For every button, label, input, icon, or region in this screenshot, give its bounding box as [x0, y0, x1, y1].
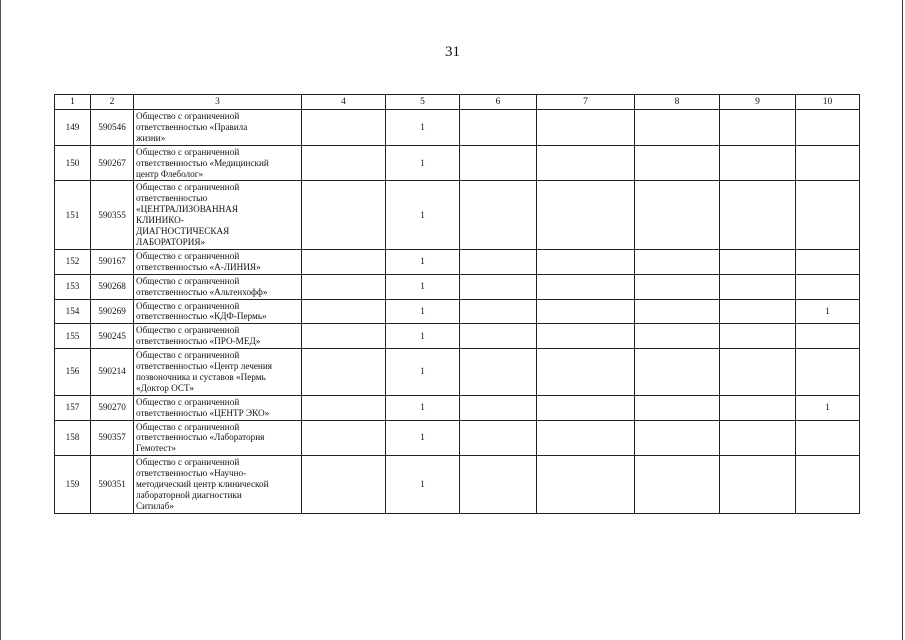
column-6-cell	[460, 299, 537, 324]
organization-name-cell	[134, 299, 302, 324]
column-8-cell	[635, 324, 720, 349]
column-10-cell	[796, 181, 860, 249]
column-4-cell	[302, 249, 386, 274]
column-9-cell	[720, 110, 796, 146]
column-10-cell	[796, 274, 860, 299]
scan-edge-left	[0, 0, 1, 640]
organization-name-line: Общество с ограниченной	[136, 396, 240, 407]
organization-name-line: ответственностью «Альтенхофф»	[136, 286, 268, 297]
table-row	[55, 145, 860, 181]
column-7-cell	[537, 181, 635, 249]
column-7-cell	[537, 456, 635, 514]
row-number-cell: 158	[55, 420, 91, 456]
column-8-cell	[635, 420, 720, 456]
column-9-cell	[720, 181, 796, 249]
row-number-cell: 150	[55, 145, 91, 181]
column-9-cell	[720, 420, 796, 456]
column-9-cell	[720, 299, 796, 324]
column-5-cell: 1	[386, 324, 460, 349]
organization-name-line: Общество с ограниченной	[136, 275, 240, 286]
organization-name-line: «ЦЕНТРАЛИЗОВАННАЯ	[136, 204, 238, 215]
column-header: 5	[386, 95, 460, 110]
column-10-cell	[796, 110, 860, 146]
column-4-cell	[302, 181, 386, 249]
page-number: 31	[445, 44, 460, 60]
organization-name-line: Общество с ограниченной	[136, 111, 240, 121]
table-row	[55, 420, 860, 456]
organization-name-line: жизни»	[136, 132, 166, 143]
column-4-cell	[302, 110, 386, 146]
column-8-cell	[635, 110, 720, 146]
column-7-cell	[537, 274, 635, 299]
organization-name-line: ответственностью	[136, 193, 208, 204]
column-7-cell	[537, 349, 635, 396]
column-6-cell	[460, 324, 537, 349]
column-5-cell: 1	[386, 249, 460, 274]
column-10-cell	[796, 456, 860, 514]
column-8-cell	[635, 249, 720, 274]
column-7-cell	[537, 299, 635, 324]
column-header: 9	[720, 95, 796, 110]
column-7-cell	[537, 145, 635, 181]
column-9-cell	[720, 274, 796, 299]
column-header: 6	[460, 95, 537, 110]
organization-name-cell	[134, 324, 302, 349]
table-row	[55, 456, 860, 514]
organization-name-line: Ситилаб»	[136, 500, 174, 511]
column-9-cell	[720, 395, 796, 420]
organization-name-cell	[134, 274, 302, 299]
column-9-cell	[720, 349, 796, 396]
organization-name-cell	[134, 181, 302, 249]
column-10-cell: 1	[796, 395, 860, 420]
table-row	[55, 395, 860, 420]
column-4-cell	[302, 395, 386, 420]
table-row	[55, 249, 860, 274]
registry-code-cell: 590270	[91, 395, 134, 420]
row-number-cell: 153	[55, 274, 91, 299]
organization-name-cell	[134, 420, 302, 456]
column-6-cell	[460, 249, 537, 274]
organization-name-line: лабораторной диагностики	[136, 490, 242, 500]
column-5-cell: 1	[386, 274, 460, 299]
column-7-cell	[537, 110, 635, 146]
table-body	[55, 110, 860, 514]
registry-code-cell: 590214	[91, 349, 134, 396]
organization-name-line: позвоночника и суставов «Пермь	[136, 371, 266, 382]
organization-name-line: ответственностью «Научно-	[136, 468, 247, 479]
column-header: 10	[796, 95, 860, 110]
column-10-cell	[796, 145, 860, 181]
column-7-cell	[537, 249, 635, 274]
column-7-cell	[537, 324, 635, 349]
column-4-cell	[302, 145, 386, 181]
organization-name-line: Общество с ограниченной	[136, 457, 240, 468]
organization-name-cell	[134, 145, 302, 181]
column-8-cell	[635, 349, 720, 396]
row-number-cell: 159	[55, 456, 91, 514]
organization-name-cell	[134, 110, 302, 146]
organization-name-line: Гемотест»	[136, 443, 176, 454]
column-9-cell	[720, 145, 796, 181]
table-row	[55, 181, 860, 249]
column-6-cell	[460, 110, 537, 146]
column-6-cell	[460, 420, 537, 456]
organization-name-cell	[134, 456, 302, 514]
organization-name-line: Общество с ограниченной	[136, 300, 240, 311]
column-6-cell	[460, 395, 537, 420]
column-4-cell	[302, 456, 386, 514]
column-header: 4	[302, 95, 386, 110]
registry-code-cell: 590546	[91, 110, 134, 146]
organization-name-line: ЛАБОРАТОРИЯ»	[136, 236, 206, 247]
organization-name-line: Общество с ограниченной	[136, 250, 240, 261]
organization-name-line: ответственностью «ЦЕНТР ЭКО»	[136, 407, 270, 418]
registry-table	[54, 94, 860, 514]
column-header: 8	[635, 95, 720, 110]
column-4-cell	[302, 420, 386, 456]
organization-name-line: ответственностью «КДФ-Пермь»	[136, 311, 267, 322]
registry-code-cell: 590355	[91, 181, 134, 249]
table-header-row	[55, 95, 860, 110]
organization-name-line: Общество с ограниченной	[136, 146, 240, 157]
column-9-cell	[720, 249, 796, 274]
column-5-cell: 1	[386, 420, 460, 456]
organization-name-line: ответственностью «ПРО-МЕД»	[136, 336, 261, 347]
column-10-cell	[796, 249, 860, 274]
row-number-cell: 157	[55, 395, 91, 420]
column-8-cell	[635, 299, 720, 324]
registry-code-cell: 590267	[91, 145, 134, 181]
column-4-cell	[302, 274, 386, 299]
registry-code-cell: 590167	[91, 249, 134, 274]
row-number-cell: 154	[55, 299, 91, 324]
column-5-cell: 1	[386, 110, 460, 146]
column-6-cell	[460, 145, 537, 181]
column-7-cell	[537, 420, 635, 456]
column-7-cell	[537, 395, 635, 420]
column-4-cell	[302, 324, 386, 349]
column-4-cell	[302, 299, 386, 324]
organization-name-cell	[134, 349, 302, 396]
row-number-cell: 156	[55, 349, 91, 396]
column-6-cell	[460, 274, 537, 299]
row-number-cell: 151	[55, 181, 91, 249]
column-5-cell: 1	[386, 395, 460, 420]
organization-name-line: Общество с ограниченной	[136, 421, 240, 432]
column-5-cell: 1	[386, 349, 460, 396]
registry-code-cell: 590269	[91, 299, 134, 324]
organization-name-line: ответственностью «Центр лечения	[136, 361, 272, 372]
column-10-cell: 1	[796, 299, 860, 324]
row-number-cell: 155	[55, 324, 91, 349]
organization-name-line: ответственностью «Правила	[136, 121, 248, 132]
registry-code-cell: 590245	[91, 324, 134, 349]
table-row	[55, 324, 860, 349]
organization-name-line: методический центр клинической	[136, 479, 269, 490]
organization-name-line: КЛИНИКО-	[136, 215, 184, 226]
column-8-cell	[635, 395, 720, 420]
column-8-cell	[635, 181, 720, 249]
column-8-cell	[635, 145, 720, 181]
table-row	[55, 274, 860, 299]
column-5-cell: 1	[386, 299, 460, 324]
column-header: 2	[91, 95, 134, 110]
organization-name-line: «Доктор ОСТ»	[136, 382, 195, 393]
table-row	[55, 349, 860, 396]
column-10-cell	[796, 349, 860, 396]
organization-name-line: ответственностью «Медицинский	[136, 157, 269, 168]
organization-name-cell	[134, 249, 302, 274]
column-8-cell	[635, 274, 720, 299]
organization-name-line: Общество с ограниченной	[136, 182, 240, 193]
table-row	[55, 299, 860, 324]
column-header: 7	[537, 95, 635, 110]
column-6-cell	[460, 349, 537, 396]
column-8-cell	[635, 456, 720, 514]
organization-name-line: Общество с ограниченной	[136, 350, 240, 361]
column-10-cell	[796, 324, 860, 349]
organization-name-cell	[134, 395, 302, 420]
registry-code-cell: 590351	[91, 456, 134, 514]
scan-edge-right	[902, 0, 903, 640]
row-number-cell: 149	[55, 110, 91, 146]
registry-code-cell: 590357	[91, 420, 134, 456]
column-5-cell: 1	[386, 456, 460, 514]
organization-name-line: ответственностью «Лаборатория	[136, 432, 265, 443]
registry-code-cell: 590268	[91, 274, 134, 299]
organization-name-line: ответственностью «А-ЛИНИЯ»	[136, 261, 261, 272]
column-10-cell	[796, 420, 860, 456]
table-row	[55, 110, 860, 146]
column-4-cell	[302, 349, 386, 396]
column-5-cell: 1	[386, 181, 460, 249]
organization-name-line: центр Флеболог»	[136, 168, 204, 179]
column-6-cell	[460, 456, 537, 514]
column-9-cell	[720, 324, 796, 349]
organization-name-line: Общество с ограниченной	[136, 325, 240, 336]
column-header: 3	[134, 95, 302, 110]
column-header: 1	[55, 95, 91, 110]
row-number-cell: 152	[55, 249, 91, 274]
column-5-cell: 1	[386, 145, 460, 181]
column-6-cell	[460, 181, 537, 249]
column-9-cell	[720, 456, 796, 514]
organization-name-line: ДИАГНОСТИЧЕСКАЯ	[136, 226, 230, 237]
